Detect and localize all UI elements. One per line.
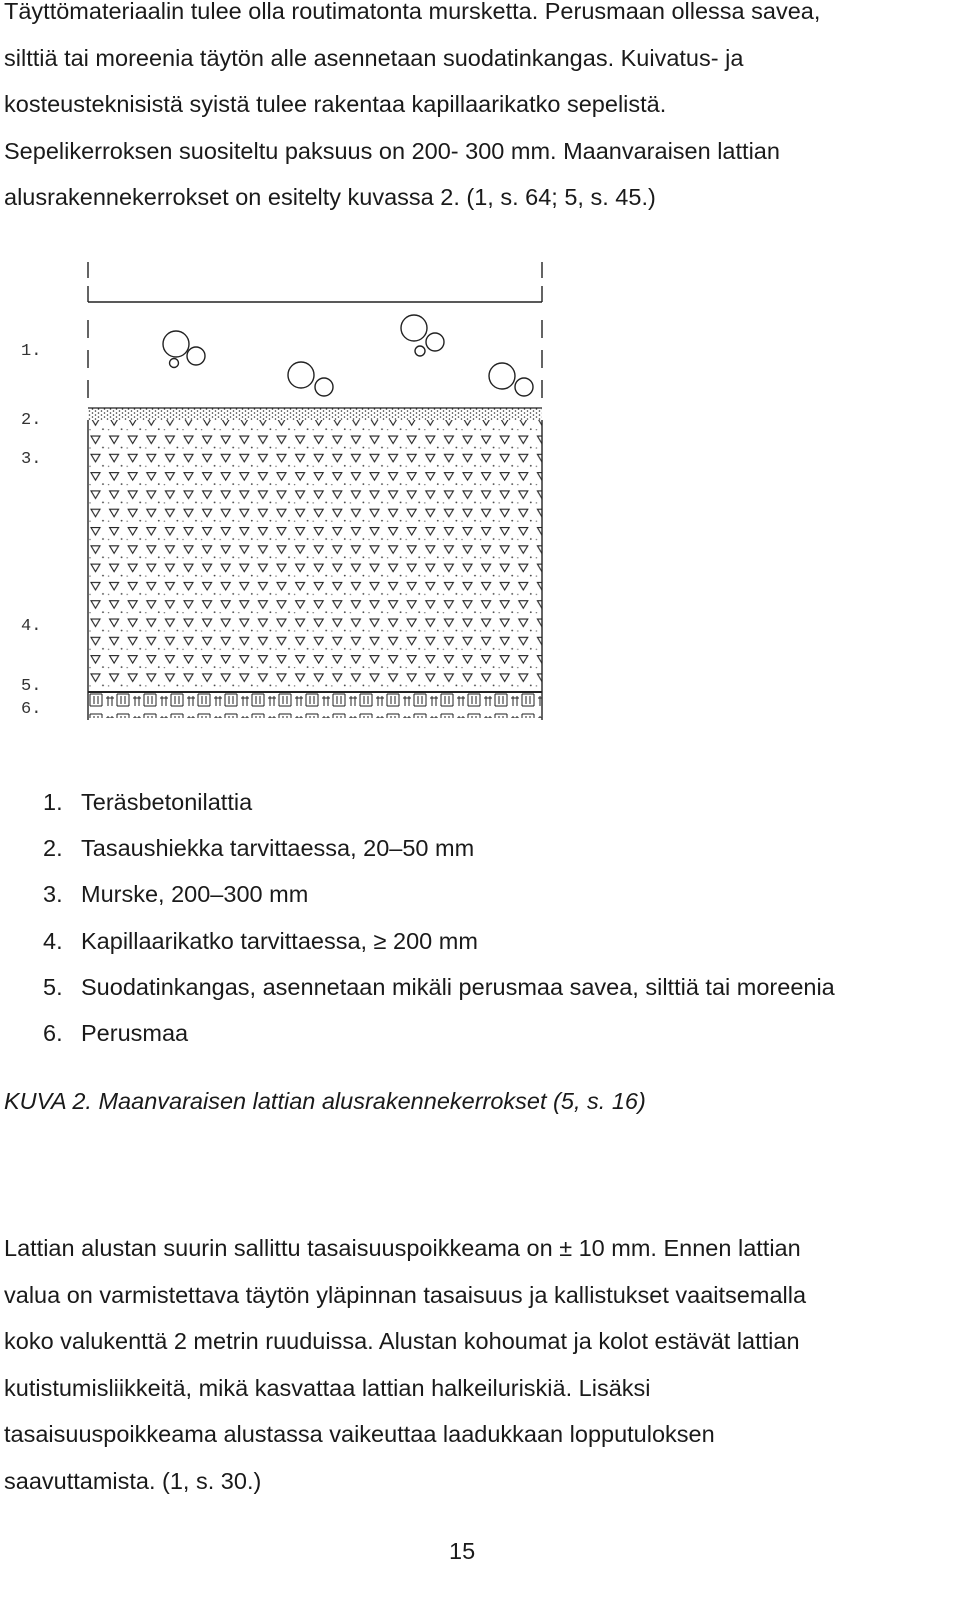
cross-section-drawing [0,250,560,740]
paragraph-line: Täyttömateriaalin tulee olla routimatonta mursketta. Perusmaan ollessa savea, [4,0,821,24]
paragraph-line: alusrakennekerrokset on esitelty kuvassa 2. (1, s. 64; 5, s. 45.) [4,184,656,210]
paragraph-line: koko valukenttä 2 metrin ruuduissa. Alustan kohoumat ja kolot estävät lattian [4,1328,800,1355]
floor-layers-figure [0,250,560,740]
intro-paragraph [4,0,954,221]
paragraph-line: kosteusteknisistä syistä tulee rakentaa kapillaarikatko sepelistä. [4,91,667,117]
paragraph-line: kutistumisliikkeitä, mikä kasvattaa lattian halkeiluriskiä. Lisäksi [4,1374,651,1401]
paragraph-line: valua on varmistettava täytön yläpinnan tasaisuus ja kallistukset vaaitsemalla [4,1281,807,1308]
legend-item: 5. Suodatinkangas, asennetaan mikäli perusmaa savea, silttiä tai moreenia [43,973,835,1000]
layer-number: 3. [21,450,42,469]
layer-number: 5. [21,677,42,696]
figure-legend [43,784,835,1061]
legend-item: 1. Teräsbetonilattia [43,789,253,815]
page-number: 15 [449,1538,476,1564]
paragraph-line: Sepelikerroksen suositeltu paksuus on 200- 300 mm. Maanvaraisen lattian [4,137,780,164]
concrete-slab-layer [88,262,542,398]
crushed-stone-layer [88,420,542,692]
leveling-sand-layer [88,408,542,420]
paragraph-line: tasaisuuspoikkeama alustassa vaikeuttaa laadukkaan lopputuloksen [4,1421,715,1448]
paragraph-line: saavuttamista. (1, s. 30.) [4,1467,262,1494]
paragraph-line: silttiä tai moreenia täytön alle asennetaan suodatinkangas. Kuivatus- ja [4,44,744,71]
subsoil-layer [88,693,542,718]
layer-number: 4. [21,617,42,636]
layer-number: 2. [21,411,42,430]
legend-item: 4. Kapillaarikatko tarvittaessa, ≥ 200 mm [43,927,478,954]
legend-item: 3. Murske, 200–300 mm [43,881,309,908]
figure-caption: KUVA 2. Maanvaraisen lattian alusrakennekerrokset (5, s. 16) [4,1088,646,1114]
legend-item: 6. Perusmaa [43,1019,189,1046]
legend-item: 2. Tasaushiekka tarvittaessa, 20–50 mm [43,835,475,862]
paragraph-line: Lattian alustan suurin sallittu tasaisuuspoikkeama on ± 10 mm. Ennen lattian [4,1235,801,1261]
layer-number: 1. [21,342,42,361]
layer-number: 6. [21,700,42,719]
closing-paragraph [4,1225,954,1505]
